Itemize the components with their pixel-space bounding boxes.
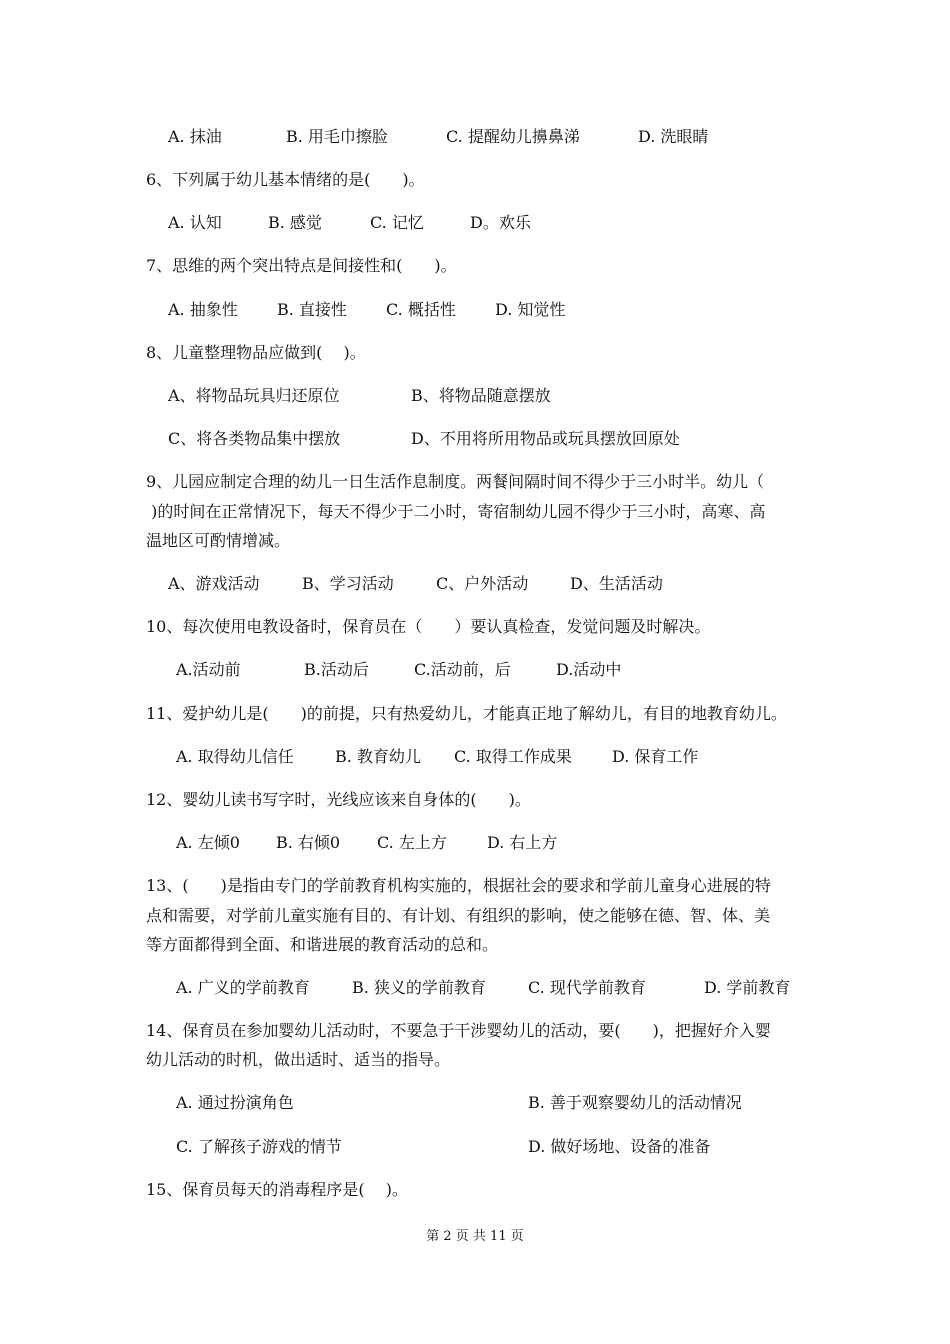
q10-option-a: A.活动前 bbox=[176, 660, 241, 679]
q11-option-c: C. 取得工作成果 bbox=[454, 747, 572, 766]
question-13-line-2: 点和需要，对学前儿童实施有目的、有计划、有组织的影响，使之能够在德、智、体、美 bbox=[146, 906, 771, 925]
q12-option-b: B. 右倾0 bbox=[276, 833, 341, 852]
q13-option-c: C. 现代学前教育 bbox=[528, 978, 646, 997]
q5-option-b: B. 用毛巾擦脸 bbox=[286, 127, 388, 146]
q6-option-a: A. 认知 bbox=[168, 213, 222, 232]
q9-option-d: D、生活活动 bbox=[570, 574, 663, 593]
q9-option-b: B、学习活动 bbox=[302, 574, 394, 593]
q5-option-a: A. 抹油 bbox=[168, 127, 222, 146]
q6-option-d: D。欢乐 bbox=[470, 213, 531, 232]
q9-option-c: C、户外活动 bbox=[436, 574, 529, 593]
question-9-line-2: )的时间在正常情况下，每天不得少于二小时，寄宿制幼儿园不得少于三小时，高寒、高 bbox=[146, 502, 766, 521]
question-13-line-3: 等方面都得到全面、和谐进展的教育活动的总和。 bbox=[146, 935, 499, 954]
q11-option-b: B. 教育幼儿 bbox=[335, 747, 421, 766]
q10-option-b: B.活动后 bbox=[304, 660, 369, 679]
question-14-line-2: 幼儿活动的时机，做出适时、适当的指导。 bbox=[146, 1050, 451, 1069]
q14-option-c: C. 了解孩子游戏的情节 bbox=[176, 1137, 342, 1156]
q14-option-d: D. 做好场地、设备的准备 bbox=[528, 1137, 711, 1156]
question-9-line-3: 温地区可酌情增减。 bbox=[146, 531, 291, 550]
q8-option-b: B、将物品随意摆放 bbox=[411, 386, 551, 405]
q13-option-d: D. 学前教育 bbox=[704, 978, 791, 997]
q9-option-a: A、游戏活动 bbox=[168, 574, 260, 593]
q6-option-b: B. 感觉 bbox=[268, 213, 322, 232]
question-13-line-1: 13、( )是指由专门的学前教育机构实施的，根据社会的要求和学前儿童身心进展的特 bbox=[146, 876, 771, 895]
question-11-text: 11、爱护幼儿是( )的前提，只有热爱幼儿，才能真正地了解幼儿，有目的地教育幼儿。 bbox=[146, 704, 787, 723]
question-6-text: 6、下列属于幼儿基本情绪的是( )。 bbox=[146, 170, 425, 189]
q5-option-c: C. 提醒幼儿擤鼻涕 bbox=[446, 127, 580, 146]
q8-option-a: A、将物品玩具归还原位 bbox=[168, 386, 340, 405]
question-12-text: 12、婴幼儿读书写字时，光线应该来自身体的( )。 bbox=[146, 790, 531, 809]
question-8-text: 8、儿童整理物品应做到( )。 bbox=[146, 343, 366, 362]
q14-option-b: B. 善于观察婴幼儿的活动情况 bbox=[528, 1093, 742, 1112]
q12-option-c: C. 左上方 bbox=[377, 833, 447, 852]
question-10-text: 10、每次使用电教设备时，保育员在（ ）要认真检查，发觉问题及时解决。 bbox=[146, 617, 711, 636]
q6-option-c: C. 记忆 bbox=[370, 213, 424, 232]
q13-option-b: B. 狭义的学前教育 bbox=[352, 978, 486, 997]
question-7-text: 7、思维的两个突出特点是间接性和( )。 bbox=[146, 256, 457, 275]
page-number-footer: 第 2 页 共 11 页 bbox=[426, 1229, 524, 1244]
q11-option-a: A. 取得幼儿信任 bbox=[176, 747, 294, 766]
q10-option-c: C.活动前，后 bbox=[414, 660, 511, 679]
q10-option-d: D.活动中 bbox=[556, 660, 622, 679]
q12-option-a: A. 左倾0 bbox=[176, 833, 240, 852]
q7-option-d: D. 知觉性 bbox=[495, 300, 566, 319]
q7-option-c: C. 概括性 bbox=[386, 300, 456, 319]
question-15-text: 15、保育员每天的消毒程序是( )。 bbox=[146, 1180, 408, 1199]
q13-option-a: A. 广义的学前教育 bbox=[176, 978, 310, 997]
q8-option-c: C、将各类物品集中摆放 bbox=[168, 429, 341, 448]
q8-option-d: D、不用将所用物品或玩具摆放回原处 bbox=[411, 429, 680, 448]
q11-option-d: D. 保育工作 bbox=[612, 747, 699, 766]
q14-option-a: A. 通过扮演角色 bbox=[176, 1093, 294, 1112]
question-9-line-1: 9、儿园应制定合理的幼儿一日生活作息制度。两餐间隔时间不得少于三小时半。幼儿（ bbox=[146, 472, 765, 491]
q7-option-b: B. 直接性 bbox=[277, 300, 347, 319]
q5-option-d: D. 洗眼睛 bbox=[638, 127, 709, 146]
question-14-line-1: 14、保育员在参加婴幼儿活动时，不要急于干涉婴幼儿的活动，要( )，把握好介入婴 bbox=[146, 1021, 771, 1040]
q7-option-a: A. 抽象性 bbox=[168, 300, 238, 319]
q12-option-d: D. 右上方 bbox=[487, 833, 558, 852]
